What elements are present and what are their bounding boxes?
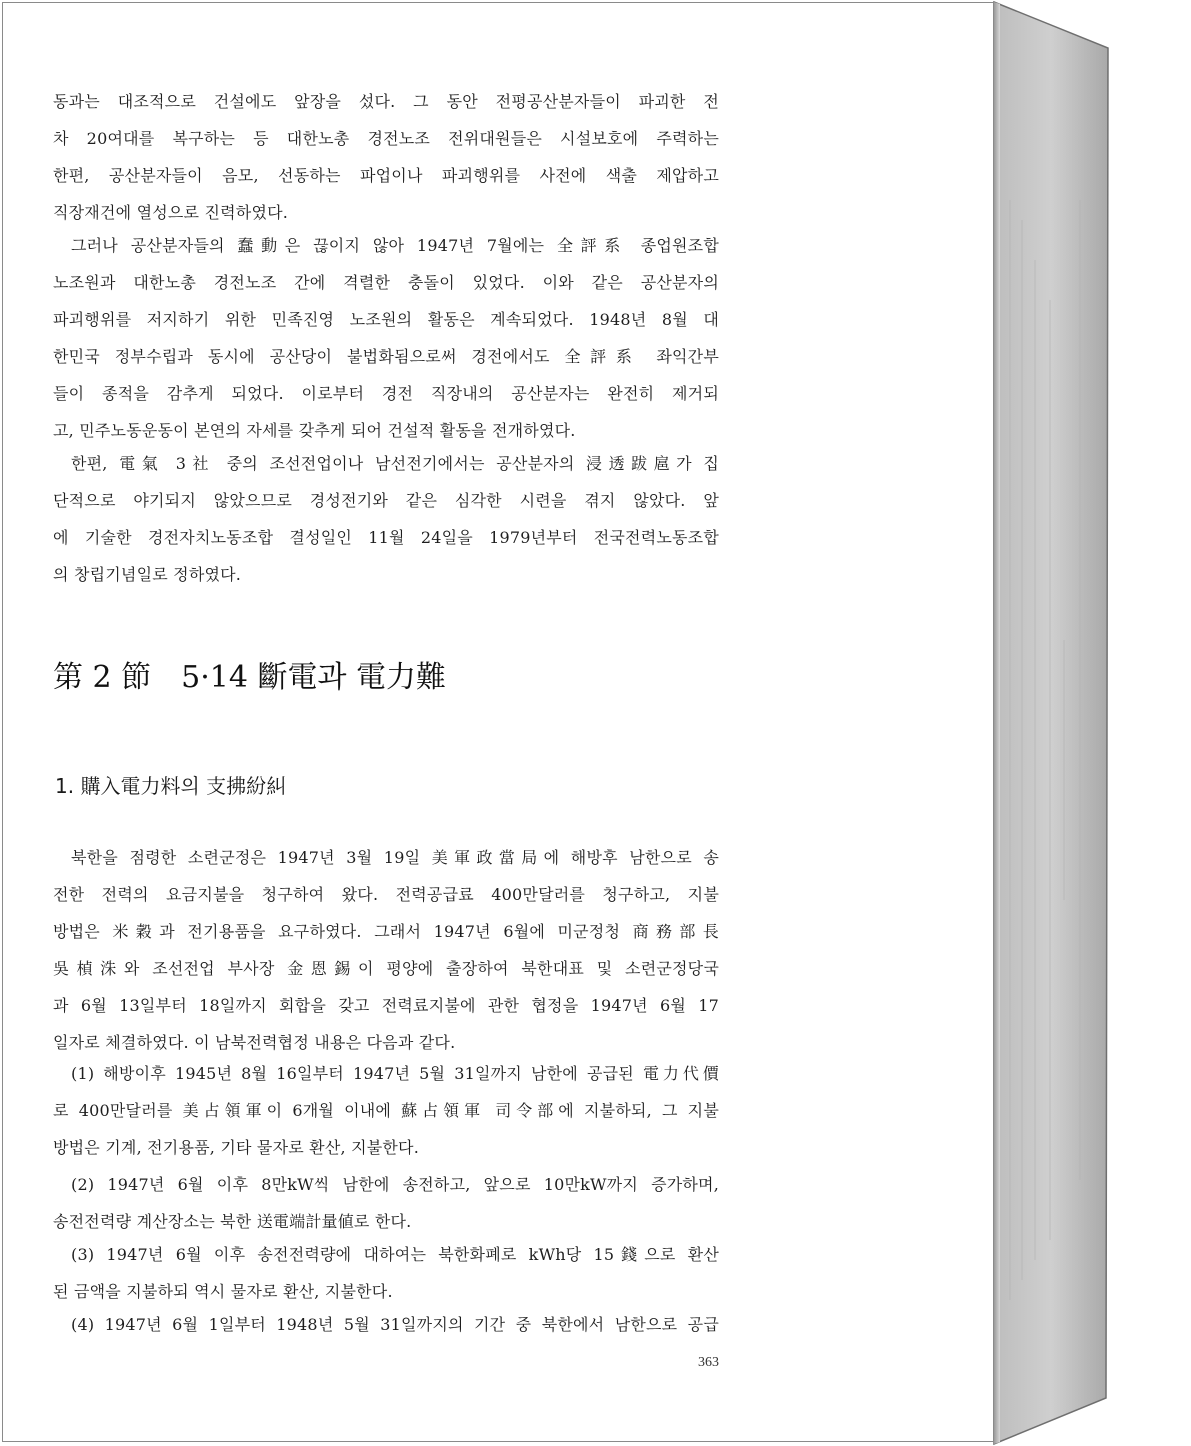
paragraph-3: [53, 445, 719, 593]
text-line: 吳楨洙와 조선전업 부사장 金恩錫이 평양에 출장하여 북한대표 및 소련군정당국: [53, 959, 719, 978]
text-line: 에 기술한 경전자치노동조합 결성일인 11월 24일을 1979년부터 전국전력노동조합: [53, 528, 719, 547]
text-line: 일자로 체결하였다. 이 남북전력협정 내용은 다음과 같다.: [53, 1033, 456, 1052]
text-line: 방법은 米穀과 전기용품을 요구하였다. 그래서 1947년 6월에 미군정청 商務部長: [53, 922, 719, 941]
text-line: 송전전력량 계산장소는 북한 送電端計量値로 한다.: [53, 1212, 412, 1231]
text-line: 직장재건에 열성으로 진력하였다.: [53, 203, 289, 222]
paragraph-2: [53, 227, 719, 449]
paragraph-1: [53, 83, 719, 231]
text-line: 들이 종적을 감추게 되었다. 이로부터 경전 직장내의 공산분자는 완전히 제거되: [53, 384, 719, 403]
text-line: (4) 1947년 6월 1일부터 1948년 5월 31일까지의 기간 중 북한에서 남한으로 공급: [71, 1315, 719, 1334]
text-line: (1) 해방이후 1945년 8월 16일부터 1947년 5월 31일까지 남한에 공급된 電力代價: [71, 1064, 719, 1083]
text-line: (3) 1947년 6월 이후 송전전력량에 대하여는 북한화폐로 kWh당 15錢으로 환산: [71, 1245, 719, 1264]
list-item-1: [53, 1055, 719, 1166]
text-line: 노조원과 대한노총 경전노조 간에 격렬한 충돌이 있었다. 이와 같은 공산분자의: [53, 273, 719, 292]
text-line: 단적으로 야기되지 않았으므로 경성전기와 같은 심각한 시련을 겪지 않았다. 앞: [53, 491, 719, 510]
text-line: 로 400만달러를 美占領軍이 6개월 이내에 蘇占領軍 司令部에 지불하되, 그 지불: [53, 1101, 719, 1120]
paragraph-4: [53, 839, 719, 1061]
text-line: 파괴행위를 저지하기 위한 민족진영 노조원의 활동은 계속되었다. 1948년 8월 대: [53, 310, 719, 329]
page-number: 363: [698, 1355, 719, 1370]
subsection-title: 1. 購入電力料의 支拂紛糾: [55, 774, 287, 798]
text-line: 전한 전력의 요금지불을 청구하여 왔다. 전력공급료 400만달러를 청구하고, 지불: [53, 885, 719, 904]
text-line: 방법은 기계, 전기용품, 기타 물자로 환산, 지불한다.: [53, 1138, 419, 1157]
list-item-2: [53, 1166, 719, 1240]
document-page: [2, 2, 994, 1442]
list-item-3: [53, 1236, 719, 1310]
text-line: 북한을 점령한 소련군정은 1947년 3월 19일 美軍政當局에 해방후 남한으로 송: [71, 848, 719, 867]
text-line: 과 6월 13일부터 18일까지 회합을 갖고 전력료지불에 관한 협정을 1947년 6월 17: [53, 996, 719, 1015]
text-line: 한민국 정부수립과 동시에 공산당이 불법화됨으로써 경전에서도 全評系 좌익간부: [53, 347, 719, 366]
list-item-4: [53, 1306, 719, 1343]
section-title: 第 2 節 5·14 斷電과 電力難: [53, 660, 447, 695]
text-line: 의 창립기념일로 정하였다.: [53, 565, 242, 584]
text-line: 고, 민주노동운동이 본연의 자세를 갖추게 되어 건설적 활동을 전개하였다.: [53, 421, 576, 440]
text-line: (2) 1947년 6월 이후 8만kW씩 남한에 송전하고, 앞으로 10만kW까지 증가하며,: [71, 1175, 719, 1194]
text-line: 차 20여대를 복구하는 등 대한노총 경전노조 전위대원들은 시설보호에 주력하는: [53, 129, 719, 148]
text-line: 된 금액을 지불하되 역시 물자로 환산, 지불한다.: [53, 1282, 393, 1301]
text-line: 한편, 電氣 3社 중의 조선전업이나 남선전기에서는 공산분자의 浸透跋扈가 집: [71, 454, 719, 473]
text-line: 그러나 공산분자들의 蠢動은 끊이지 않아 1947년 7월에는 全評系 종업원조합: [71, 236, 719, 255]
text-line: 한편, 공산분자들이 음모, 선동하는 파업이나 파괴행위를 사전에 색출 제압하고: [53, 166, 719, 185]
text-line: 동과는 대조적으로 건설에도 앞장을 섰다. 그 동안 전평공산분자들이 파괴한 전: [53, 92, 719, 111]
